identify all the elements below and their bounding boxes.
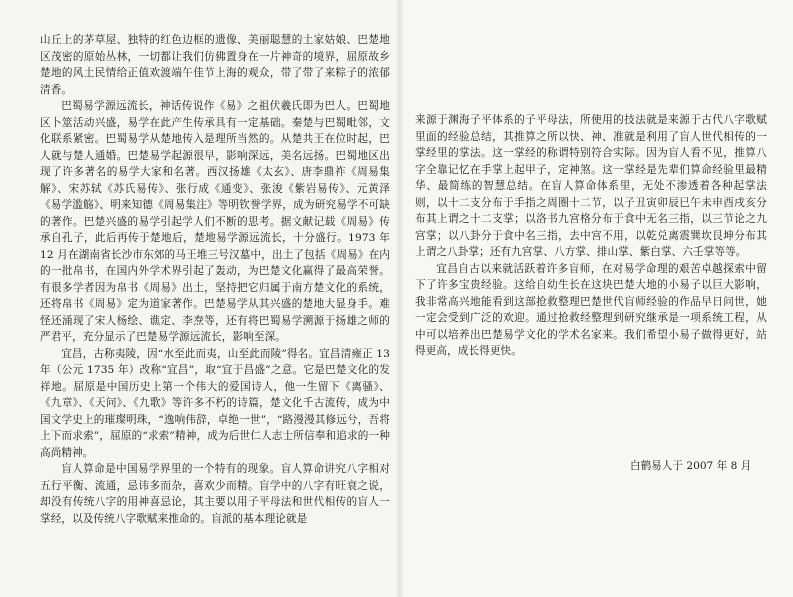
paragraph: 宜昌自古以来就活跃着许多盲师，在对易学命理的艰苦卓越探索中留下了许多宝贵经验。这给自幼生长在这块巴楚大地的小易子以巨大影响，我非常高兴地能看到这部抢救整理巴楚世代盲师经验的作品早日问世，她一定会受到广泛的欢迎。通过抢救经整理到研究继承是一项系统工程，从中可以培养出巴楚易学文化的学术名家来。我们希望小易子做得更好，站得更高，成长得更快。 <box>415 262 767 357</box>
author-signature: 白鹤易人于 2007 年 8 月 <box>630 460 752 472</box>
paragraph: 宜昌，古称夷陵，因“水至此而夷，山至此而陵”得名。宜昌清雍正 13 年（公元 1735 年）改称“宜昌”，取“宜于昌盛”之意。它是巴楚文化的发祥地。屈原是中国历史上第一个伟大的爱国诗人，他一生留下《离骚》、《九章》、《天问》、《九歌》等许多不朽的诗篇，楚文化千古流传，成为中国文学史上的璀璨明珠，“逸响伟辞，卓绝一世”，“路漫漫其修远兮，吾将上下而求索”，屈原的“求索”精神，成为后世仁人志士所信奉和追求的一种高尚精神。 <box>40 347 390 459</box>
book-gutter <box>396 0 404 597</box>
paragraph: 巴蜀易学源远流长，神话传说作《易》之祖伏羲氏即为巴人。巴蜀地区卜筮活动兴盛，易学在此产生传承具有一定基础。秦楚与巴蜀毗邻，文化联系紧密。巴蜀易学从楚地传入是理所当然的。从楚共王在位时起，巴人就与楚人通婚。巴楚易学起源很早，影响深远，美名远扬。巴蜀地区出现了许多著名的易学大家和名著。西汉扬雄《太玄》、唐李鼎祚《周易集解》、宋苏轼《苏氏易传》、张行成《通变》、张浚《紫岩易传》、元黄泽《易学滥觞》、明来知德《周易集注》等明钦誉学界，成为研究易学不可缺的著作。巴楚兴盛的易学引起学人们不断的思考。据文献记载《周易》传承自孔子，此后再传于楚地后，楚地易学源远流长，十分盛行。1973 年 12 月在湖南省长沙市东郊的马王堆三号汉墓中，出土了包括《周易》在内的一批帛书，在国内外学术界引起了轰动，为巴楚文化赢得了最高荣誉。有很多学者因为帛书《周易》出土，坚持把它归属于南方楚文化的系统，还将帛书《周易》定为道家著作。巴楚易学从其兴盛的楚地大显身手。难怪还涌现了宋人杨绘、谯定、李焘等，还有将巴蜀易学溯源于扬雄之师的严君平，充分显示了巴楚易学源远流长，影响至深。 <box>40 100 390 343</box>
right-text-column <box>415 112 767 360</box>
paragraph: 来源于渊海子平体系的子平母法，所使用的技法就是来源于古代八字歌赋里面的经验总结，其推算之所以快、神、准就是利用了盲人世代相传的一掌经里的掌法。这一掌经的称谓特别符合实际。因为盲人看不见，推算八字全靠记忆在手掌上起甲子，定神煞。这一掌经是先辈们算命经验里最精华、最简练的智慧总结。在盲人算命体系里，无处不渗透着各种起掌法则，以十二支分布于手指之周圈十二节，以子丑寅卯辰巳午未申酉戌亥分布其上谓之十二支掌；以洛书九宫格分布于食中无名三指，以三节论之九宫掌；以八卦分于食中名三指，去中宫不用，以乾兑离震巽坎艮坤分布其上谓之八卦掌；还有九宫掌、八方掌、排山掌、紫白掌、六壬掌等等。 <box>415 114 767 258</box>
left-text-column <box>40 32 390 527</box>
paragraph: 盲人算命是中国易学界里的一个特有的现象。盲人算命讲究八字相对五行平衡、流通，忌讳多而杂，喜欢少而精。盲学中的八字有旺衰之说，却没有传统八字的用神喜忌论，其主要以用子平母法和世代相传的盲人一掌经，以及传统八字歌赋来推命的。盲派的基本理论就是 <box>40 463 390 525</box>
paragraph: 山丘上的茅草屋、独特的红色边框的遗像、美丽聪慧的土家姑娘、巴楚地区茂密的原始丛林，一切都让我们仿佛置身在一片神奇的境界，屈原故乡楚地的风土民情给正值欢渡端午佳节上海的观众，带了带了来粽子的浓郁清香。 <box>40 34 390 96</box>
